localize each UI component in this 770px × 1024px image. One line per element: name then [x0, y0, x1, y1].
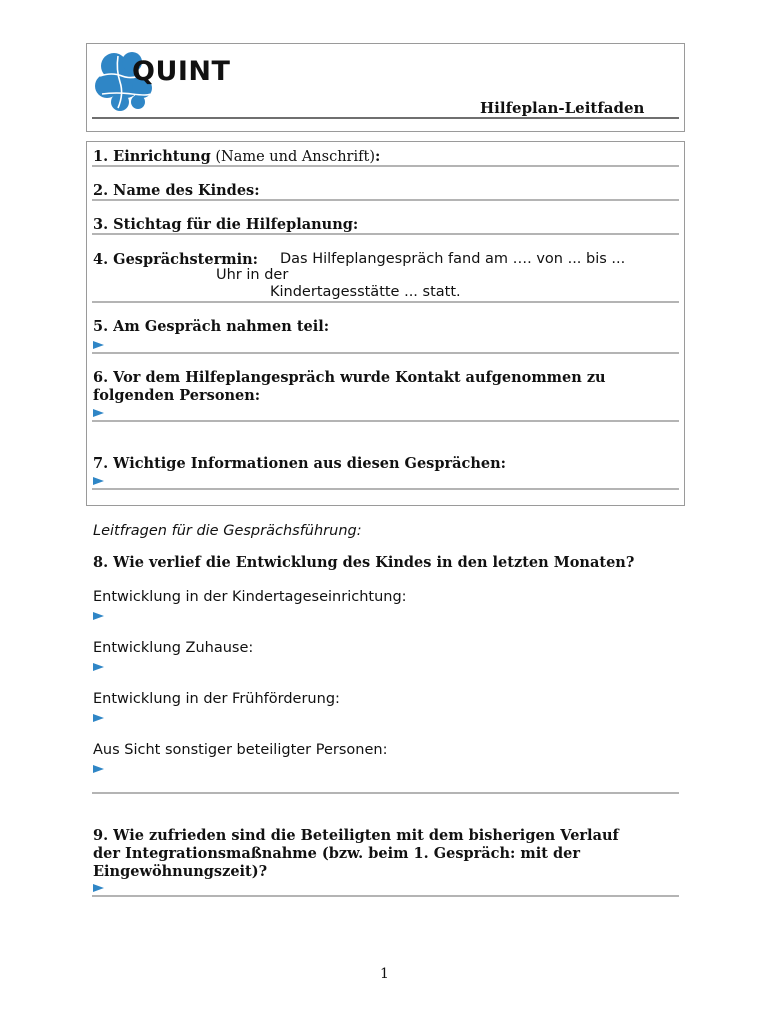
field-informationen-line[interactable] — [92, 488, 679, 490]
question-8-line[interactable] — [92, 792, 679, 794]
field-termin-text-1: Das Hilfeplangespräch fand am …. von ... bis ... — [280, 251, 626, 267]
item-kindertageseinrichtung: Entwicklung in der Kindertageseinrichtung: — [93, 589, 407, 605]
field-teilnehmer-label: 5. Am Gespräch nahmen teil: — [93, 318, 330, 335]
question-9-line-1: 9. Wie zufrieden sind die Beteiligten mit dem bisherigen Verlauf — [93, 827, 619, 844]
logo-wordmark: QUINT — [132, 56, 231, 87]
guide-intro: Leitfragen für die Gesprächsführung: — [93, 523, 362, 539]
field-einrichtung-label: 1. Einrichtung (Name und Anschrift): — [93, 148, 381, 165]
field-termin-text-2: Uhr in der — [216, 267, 289, 283]
bullet-arrow-icon — [93, 477, 104, 485]
field-kontakt-label-2: folgenden Personen: — [93, 387, 261, 404]
field-kind-line[interactable] — [92, 199, 679, 201]
field-teilnehmer-line[interactable] — [92, 352, 679, 354]
field-termin-line[interactable] — [92, 301, 679, 303]
field-einrichtung-line[interactable] — [92, 165, 679, 167]
field-informationen-label: 7. Wichtige Informationen aus diesen Gesprächen: — [93, 455, 506, 472]
question-9-line[interactable] — [92, 895, 679, 897]
document-title: Hilfeplan-Leitfaden — [480, 99, 645, 117]
bullet-arrow-icon — [93, 341, 104, 349]
question-9-line-3: Eingewöhnungszeit)? — [93, 863, 268, 880]
bullet-arrow-icon — [93, 714, 104, 722]
bullet-arrow-icon — [93, 409, 104, 417]
field-stichtag-line[interactable] — [92, 233, 679, 235]
field-stichtag-label: 3. Stichtag für die Hilfeplanung: — [93, 216, 359, 233]
bullet-arrow-icon — [93, 663, 104, 671]
question-9-line-2: der Integrationsmaßnahme (bzw. beim 1. Gespräch: mit der — [93, 845, 581, 862]
field-termin-text-3: Kindertagesstätte ... statt. — [270, 284, 461, 300]
header-rule — [92, 117, 679, 119]
bullet-arrow-icon — [93, 884, 104, 892]
page-number: 1 — [380, 966, 389, 982]
item-zuhause: Entwicklung Zuhause: — [93, 640, 254, 656]
field-kontakt-label-1: 6. Vor dem Hilfeplangespräch wurde Kontakt aufgenommen zu — [93, 369, 606, 386]
field-termin-label: 4. Gesprächstermin: — [93, 251, 258, 268]
question-8: 8. Wie verlief die Entwicklung des Kindes in den letzten Monaten? — [93, 554, 635, 571]
bullet-arrow-icon — [93, 765, 104, 773]
field-kind-label: 2. Name des Kindes: — [93, 182, 260, 199]
bullet-arrow-icon — [93, 612, 104, 620]
item-sonstige-personen: Aus Sicht sonstiger beteiligter Personen: — [93, 742, 388, 758]
field-kontakt-line[interactable] — [92, 420, 679, 422]
item-fruehfoerderung: Entwicklung in der Frühförderung: — [93, 691, 340, 707]
